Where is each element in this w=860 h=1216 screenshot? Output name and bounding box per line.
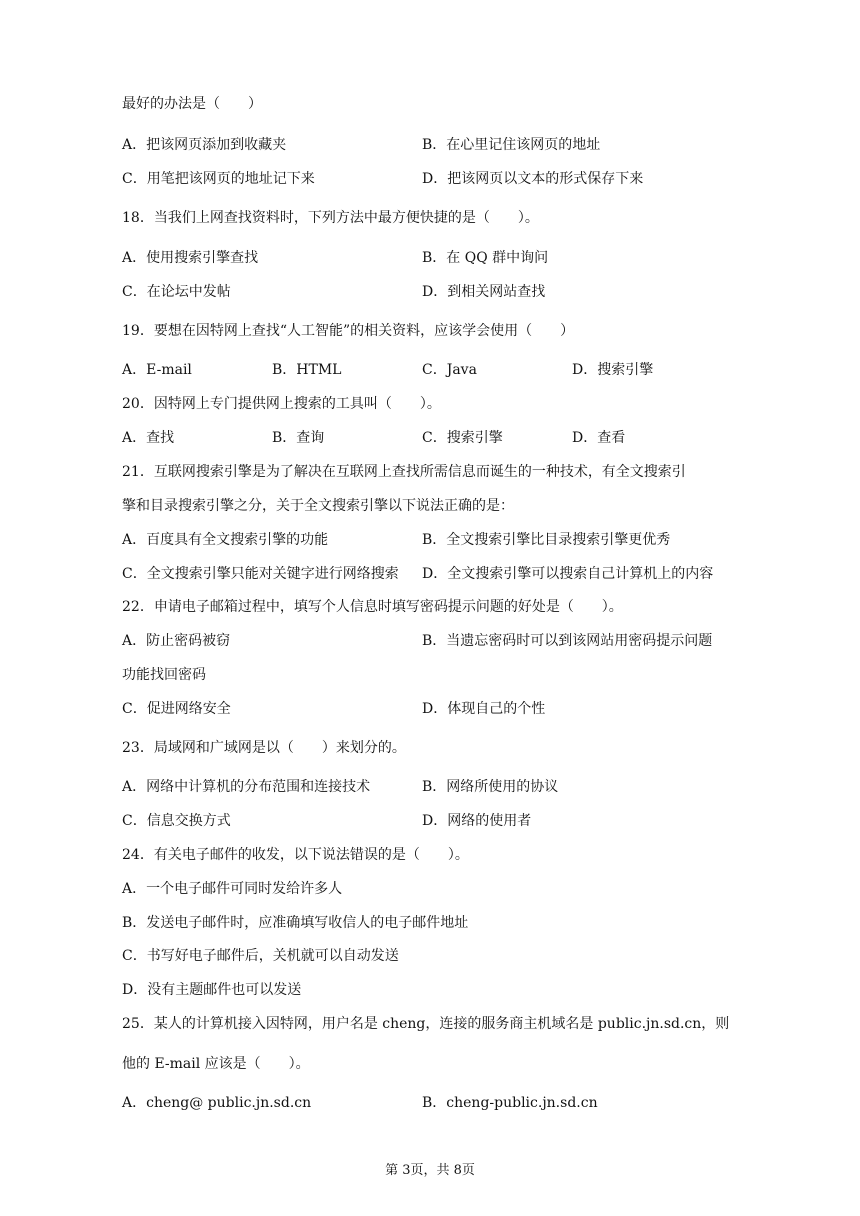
q22-option-b: B．当遗忘密码时可以到该网站用密码提示问题 — [422, 633, 713, 649]
page-footer: 第 3页，共 8页 — [385, 1163, 475, 1178]
q24-option-c: C．书写好电子邮件后，关机就可以自动发送 — [122, 948, 399, 964]
question-20-stem: 20．因特网上专门提供网上搜索的工具叫（ ）。 — [122, 396, 441, 412]
q22-option-a: A．防止密码被窃 — [122, 633, 231, 649]
q25-option-b: B．cheng-public.jn.sd.cn — [422, 1095, 598, 1111]
q21-option-c: C．全文搜索引擎只能对关键字进行网络搜索 — [122, 566, 399, 582]
q21-option-a: A．百度具有全文搜索引擎的功能 — [122, 532, 329, 548]
q23-option-a: A．网络中计算机的分布范围和连接技术 — [122, 779, 371, 795]
q24-option-b: B．发送电子邮件时，应准确填写收信人的电子邮件地址 — [122, 915, 469, 931]
question-18-stem: 18．当我们上网查找资料时，下列方法中最方便快捷的是（ ）。 — [122, 210, 539, 226]
q22-option-d: D．体现自己的个性 — [422, 701, 546, 717]
q22-option-b-cont: 功能找回密码 — [122, 667, 206, 683]
q19-option-a: A．E-mail — [122, 362, 192, 378]
q18-option-c: C．在论坛中发帖 — [122, 284, 231, 300]
q23-option-d: D．网络的使用者 — [422, 813, 532, 829]
q18-option-a: A．使用搜索引擎查找 — [122, 250, 259, 266]
question-25-stem-cont: 他的 E-mail 应该是（ ）。 — [122, 1056, 310, 1072]
question-23-stem: 23．局域网和广域网是以（ ）来划分的。 — [122, 740, 406, 756]
question-25-stem: 25．某人的计算机接入因特网，用户名是 cheng，连接的服务商主机域名是 public.jn.sd.cn，则 — [122, 1016, 730, 1032]
question-19-stem: 19．要想在因特网上查找“人工智能”的相关资料，应该学会使用（ ） — [122, 323, 575, 339]
q20-option-a: A．查找 — [122, 430, 175, 446]
q25-option-a: A．cheng@ public.jn.sd.cn — [122, 1095, 312, 1111]
q19-option-d: D．搜索引擎 — [572, 362, 654, 378]
q17-option-c: C．用笔把该网页的地址记下来 — [122, 171, 315, 187]
q21-option-b: B．全文搜索引擎比目录搜索引擎更优秀 — [422, 532, 671, 548]
q24-option-a: A．一个电子邮件可同时发给许多人 — [122, 881, 343, 897]
q19-option-c: C．Java — [422, 362, 477, 378]
q19-option-b: B．HTML — [272, 362, 342, 378]
q18-option-d: D．到相关网站查找 — [422, 284, 546, 300]
q18-option-b: B．在 QQ 群中询问 — [422, 250, 549, 266]
q17-option-d: D．把该网页以文本的形式保存下来 — [422, 171, 644, 187]
q20-option-c: C．搜索引擎 — [422, 430, 503, 446]
q24-option-d: D．没有主题邮件也可以发送 — [122, 982, 302, 998]
q17-option-b: B．在心里记住该网页的地址 — [422, 137, 601, 153]
q17-option-a: A．把该网页添加到收藏夹 — [122, 137, 287, 153]
q23-option-b: B．网络所使用的协议 — [422, 779, 559, 795]
question-17-stem-tail: 最好的办法是（ ） — [122, 96, 262, 112]
question-22-stem: 22．申请电子邮箱过程中，填写个人信息时填写密码提示问题的好处是（ ）。 — [122, 599, 623, 615]
question-21-stem: 21．互联网搜索引擎是为了解决在互联网上查找所需信息而诞生的一种技术，有全文搜索引 — [122, 464, 686, 480]
question-21-stem-cont: 擎和目录搜索引擎之分，关于全文搜索引擎以下说法正确的是： — [122, 498, 514, 514]
q20-option-d: D．查看 — [572, 430, 626, 446]
q20-option-b: B．查询 — [272, 430, 325, 446]
question-24-stem: 24．有关电子邮件的收发，以下说法错误的是（ ）。 — [122, 847, 469, 863]
q21-option-d: D．全文搜索引擎可以搜索自己计算机上的内容 — [422, 566, 714, 582]
q23-option-c: C．信息交换方式 — [122, 813, 231, 829]
q22-option-c: C．促进网络安全 — [122, 701, 231, 717]
